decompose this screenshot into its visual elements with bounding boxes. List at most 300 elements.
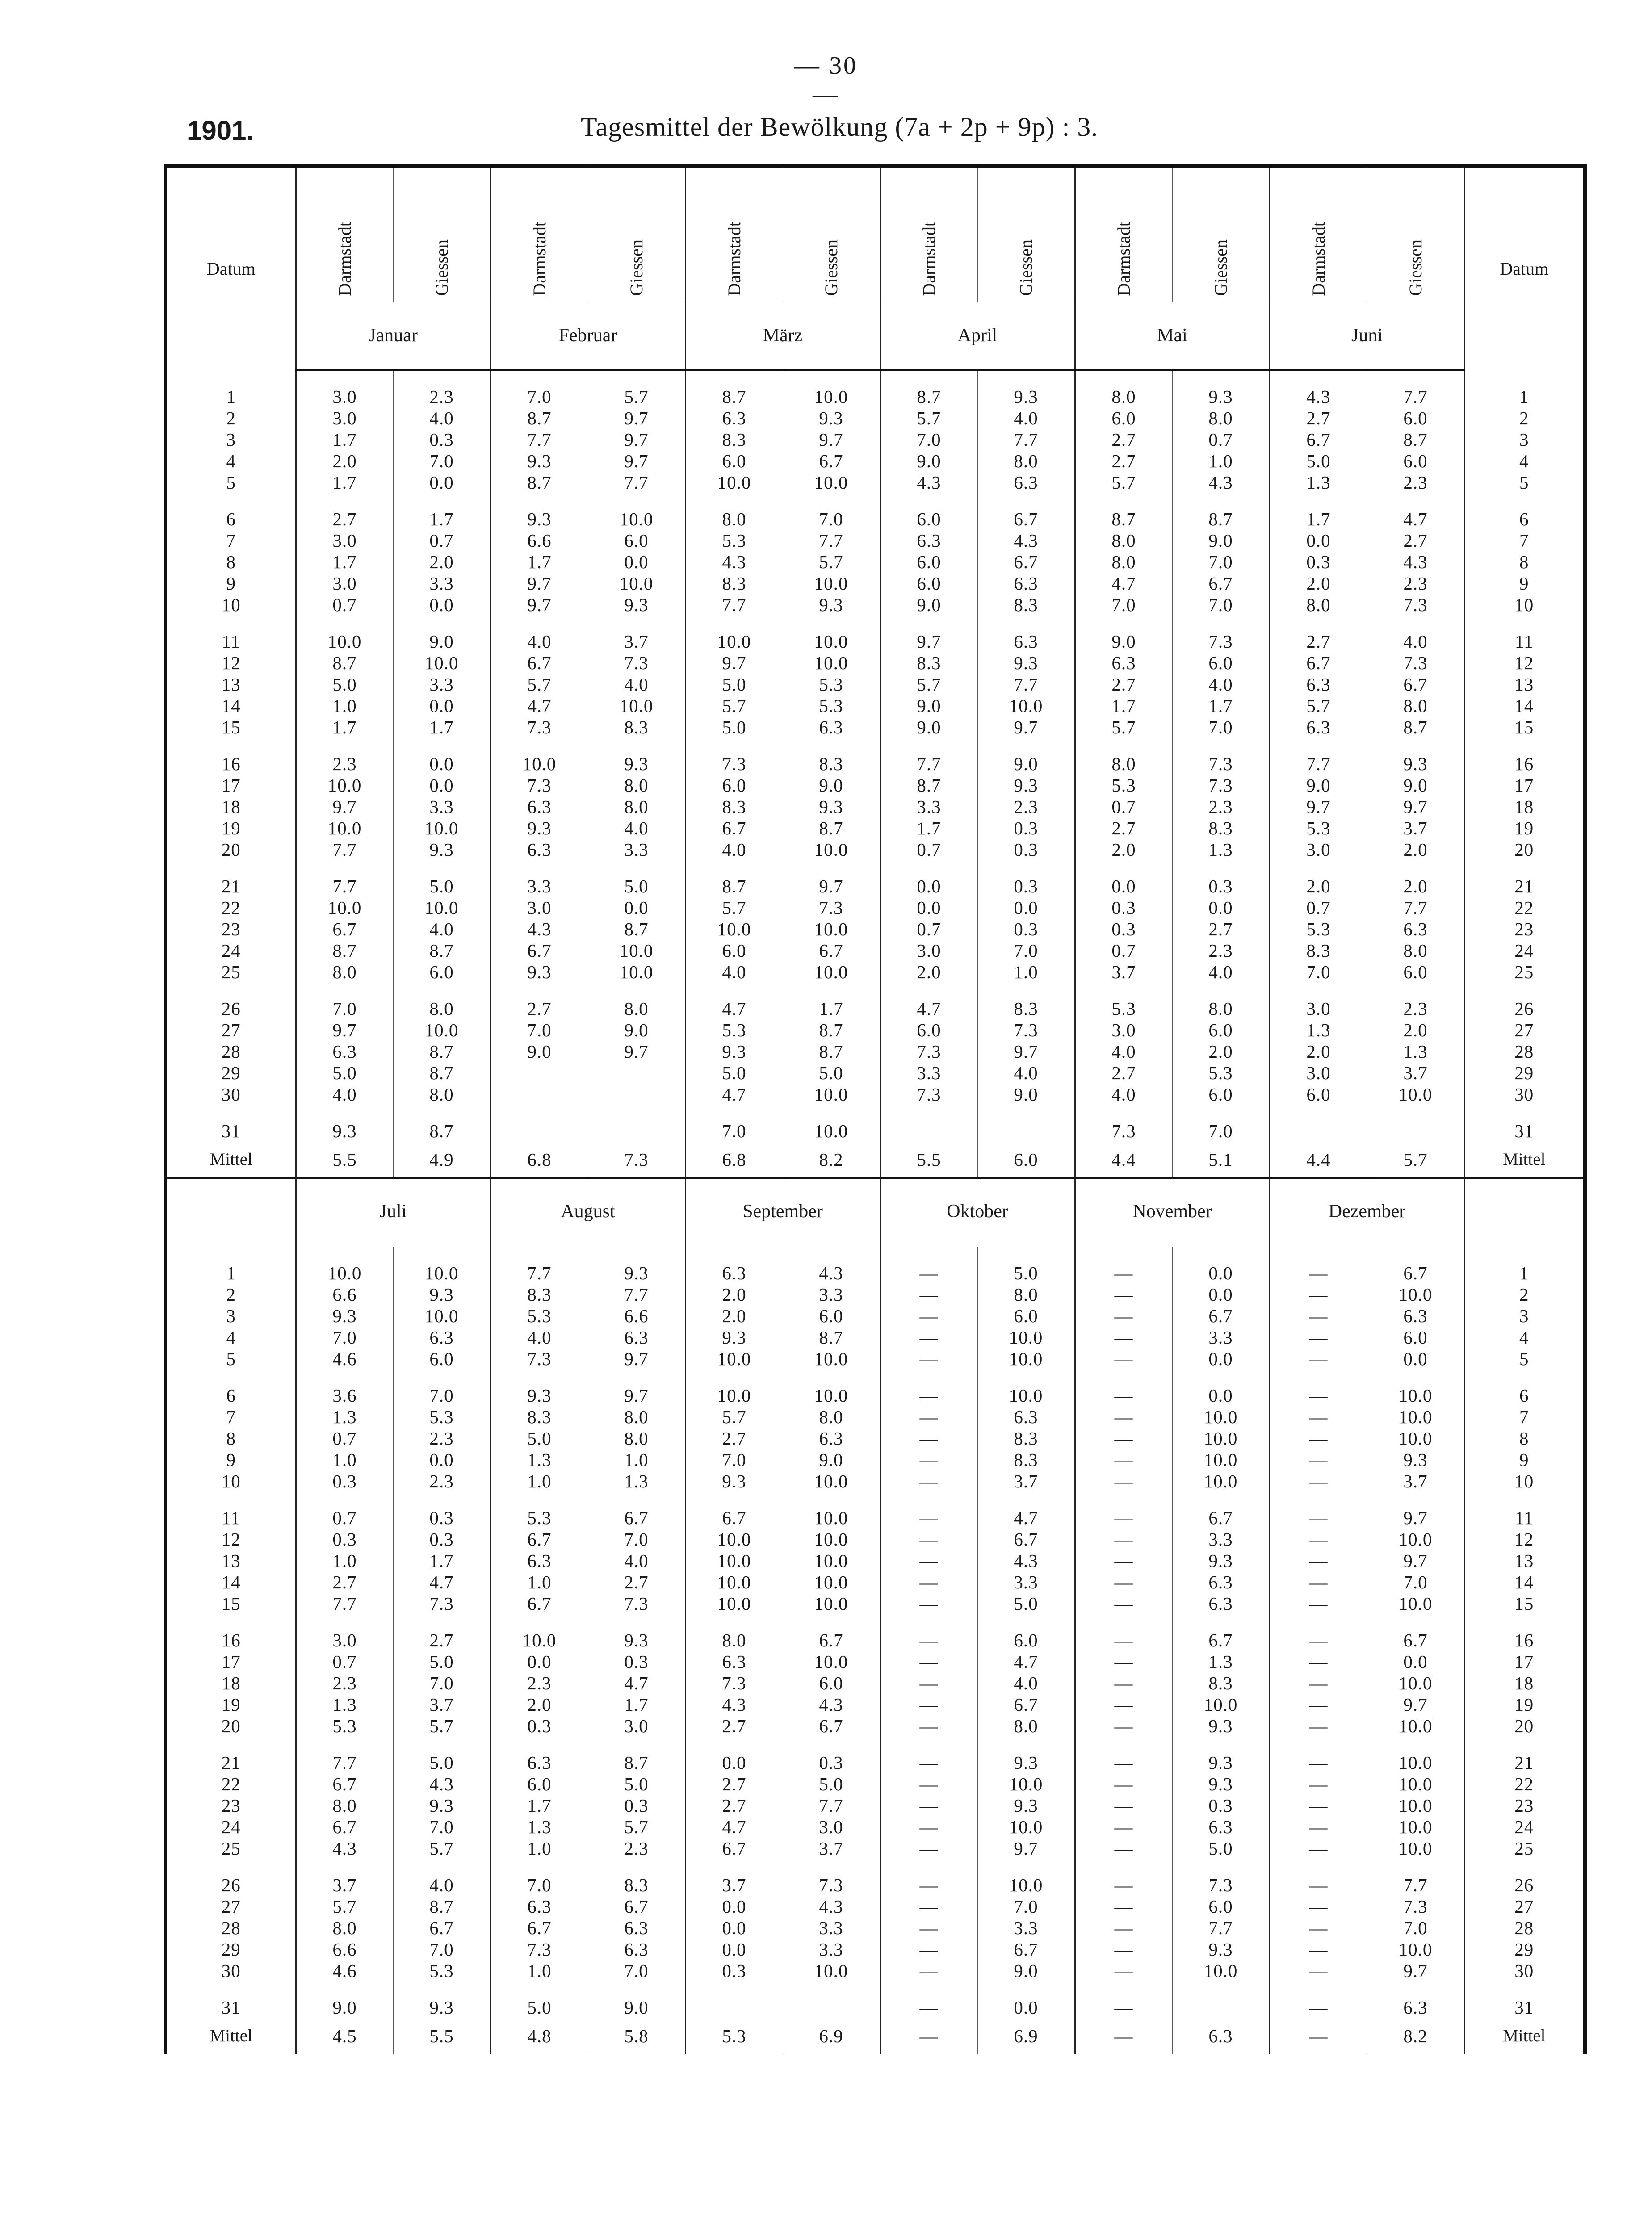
value-cell: 8.7 [783,1327,880,1348]
spacer-cell [588,1614,685,1629]
day-label: 14 [1464,695,1585,716]
spacer-cell [977,370,1075,386]
value-cell: 8.0 [977,1715,1075,1737]
value-cell: 8.7 [588,1752,685,1773]
month-label: Dezember [1270,1176,1464,1247]
value-cell: 6.0 [1367,961,1464,983]
value-cell: 10.0 [1367,1428,1464,1449]
value-cell: 7.3 [685,1672,783,1694]
value-cell: 3.3 [588,839,685,860]
value-cell: 5.7 [685,897,783,918]
value-cell: 5.0 [296,674,393,695]
day-label: 18 [1464,796,1585,817]
spacer-cell [977,1492,1075,1507]
value-cell: 8.0 [1075,551,1172,573]
spacer-cell [1464,1981,1585,1997]
table-row [165,1470,1585,1492]
table-row [165,652,1585,674]
value-cell: — [1270,1773,1367,1795]
value-cell: 5.0 [296,1062,393,1084]
day-label: 2 [226,1284,236,1305]
value-cell: 9.7 [1367,1694,1464,1715]
value-cell: 9.0 [880,695,977,716]
value-cell: 8.7 [880,775,977,796]
day-label: 8 [226,552,236,572]
value-cell: 7.0 [296,1327,393,1348]
value-cell: 5.0 [783,1062,880,1084]
spacer-cell [1075,983,1172,998]
spacer-cell [296,738,393,753]
mittel-cell: — [880,2018,977,2054]
datum-spacer [165,1176,296,1247]
value-cell [1172,1997,1270,2018]
day-label: 4 [1464,450,1585,472]
table-row [165,839,1585,860]
value-cell [588,1084,685,1105]
value-cell: 4.3 [977,1550,1075,1571]
value-cell: 8.0 [1367,695,1464,716]
value-cell: 6.0 [1270,1084,1367,1105]
value-cell: 3.6 [296,1385,393,1406]
spacer-cell [1367,370,1464,386]
value-cell: 10.0 [296,1262,393,1284]
value-cell: 10.0 [783,839,880,860]
value-cell: 0.3 [393,1507,491,1529]
value-cell: 5.3 [1270,817,1367,839]
value-cell: 5.7 [685,1406,783,1428]
value-cell: 1.7 [1075,695,1172,716]
value-cell: 2.7 [1172,918,1270,940]
value-cell: 7.3 [491,1348,588,1370]
day-label: 29 [1464,1062,1585,1084]
value-cell: 10.0 [685,1348,783,1370]
value-cell: 3.3 [977,1571,1075,1593]
spacer-cell [1172,616,1270,631]
value-cell: 4.0 [977,1062,1075,1084]
spacer-cell [783,1981,880,1997]
table-body [165,370,1585,1178]
spacer-cell [880,370,977,386]
spacer-cell [1464,860,1585,875]
value-cell: 8.7 [491,407,588,429]
table-row [165,1550,1585,1571]
spacer-cell [1464,370,1585,386]
value-cell: 10.0 [1367,1084,1464,1105]
value-cell: 5.7 [1075,716,1172,738]
value-cell: — [880,1550,977,1571]
value-cell: — [880,1571,977,1593]
value-cell: 1.7 [393,1550,491,1571]
day-label: 10 [221,595,241,615]
value-cell: 10.0 [1172,1470,1270,1492]
spacer-cell [1075,370,1172,386]
value-cell: 1.3 [491,1816,588,1838]
spacer-cell [880,1981,977,1997]
value-cell: 10.0 [783,573,880,594]
value-cell: 5.3 [1075,775,1172,796]
spacer-cell [977,1981,1075,1997]
value-cell: 3.0 [491,897,588,918]
day-label: 15 [221,1593,241,1614]
value-cell: 8.0 [588,796,685,817]
value-cell: 1.3 [1367,1041,1464,1062]
value-cell: 4.7 [1075,573,1172,594]
value-cell: — [1270,1838,1367,1859]
value-cell: 6.7 [1172,1305,1270,1327]
spacer-cell [165,1981,296,1997]
spacer-cell [1270,1370,1367,1385]
value-cell: 0.3 [588,1651,685,1672]
value-cell: 8.3 [1172,817,1270,839]
table-row [165,429,1585,450]
value-cell: 1.3 [588,1470,685,1492]
value-cell: 9.7 [491,594,588,616]
value-cell: 0.3 [491,1715,588,1737]
value-cell: — [1270,1262,1367,1284]
value-cell: — [1270,1651,1367,1672]
value-cell: — [1075,1651,1172,1672]
spacer-cell [393,1105,491,1120]
value-cell: 10.0 [783,1084,880,1105]
spacer-cell [880,1614,977,1629]
value-cell [685,1997,783,2018]
spacer-cell [1464,1492,1585,1507]
spacer-cell [588,738,685,753]
table-row [165,1651,1585,1672]
value-cell: 1.7 [588,1694,685,1715]
spacer-row [165,370,1585,386]
value-cell: 4.7 [393,1571,491,1593]
value-cell: 9.3 [393,839,491,860]
value-cell: 2.3 [491,1672,588,1694]
value-cell: 8.3 [588,1874,685,1896]
table-row [165,1672,1585,1694]
value-cell: 4.7 [491,695,588,716]
table-row [165,1084,1585,1105]
value-cell: 7.0 [296,998,393,1019]
value-cell: 2.3 [1367,573,1464,594]
value-cell: 8.7 [296,940,393,961]
value-cell: 6.7 [393,1917,491,1939]
value-cell: 3.3 [783,1284,880,1305]
day-label: 30 [1464,1960,1585,1981]
mittel-cell: 4.8 [491,2018,588,2054]
spacer-cell [685,493,783,508]
value-cell: 5.7 [491,674,588,695]
value-cell: 4.3 [1367,551,1464,573]
value-cell: 8.0 [1075,753,1172,775]
value-cell: 7.3 [977,1019,1075,1041]
day-label: 8 [226,1428,236,1449]
day-label: 15 [1464,1593,1585,1614]
value-cell: 5.7 [393,1715,491,1737]
value-cell: 9.3 [685,1041,783,1062]
spacer-cell [1172,1859,1270,1874]
value-cell: 1.3 [296,1406,393,1428]
spacer-cell [165,1247,296,1262]
value-cell: 6.7 [977,1694,1075,1715]
value-cell: 6.7 [1367,1629,1464,1651]
day-label: 27 [1464,1896,1585,1917]
value-cell: 8.0 [977,1284,1075,1305]
value-cell: 9.7 [296,796,393,817]
value-cell: 6.7 [1172,1629,1270,1651]
value-cell: 8.0 [783,1406,880,1428]
spacer-cell [1075,860,1172,875]
spacer-cell [393,1370,491,1385]
value-cell: 5.0 [393,1752,491,1773]
value-cell: — [1270,1917,1367,1939]
table-row [165,1120,1585,1142]
value-cell: 7.0 [491,1019,588,1041]
mittel-cell: 6.8 [491,1142,588,1178]
value-cell: — [1075,1917,1172,1939]
group-gap [165,983,1585,998]
spacer-cell [491,370,588,386]
value-cell: 6.3 [588,1917,685,1939]
value-cell: 6.0 [393,1348,491,1370]
value-cell: 7.0 [1172,716,1270,738]
spacer-cell [1075,1737,1172,1752]
value-cell: 7.0 [783,508,880,530]
mittel-cell: 5.5 [296,1142,393,1178]
day-label: 9 [226,1449,236,1470]
page-number: — 30 — [794,52,858,108]
value-cell: 5.7 [685,695,783,716]
spacer-cell [393,1981,491,1997]
value-cell: 2.0 [1367,839,1464,860]
value-cell: 0.7 [296,1428,393,1449]
value-cell: 8.0 [685,508,783,530]
value-cell: 7.3 [880,1084,977,1105]
value-cell: 0.3 [1270,551,1367,573]
value-cell: 6.3 [783,1428,880,1449]
value-cell: 3.0 [783,1816,880,1838]
mittel-cell: 4.4 [1075,1142,1172,1178]
value-cell: 2.0 [1270,1041,1367,1062]
value-cell: 0.3 [977,817,1075,839]
value-cell: 9.0 [491,1041,588,1062]
station-header [783,166,880,302]
spacer-cell [1367,1614,1464,1629]
value-cell: 5.7 [880,407,977,429]
station-header [393,166,491,302]
value-cell: — [1075,1960,1172,1981]
value-cell: — [880,1470,977,1492]
value-cell: — [1270,1694,1367,1715]
value-cell: 6.7 [296,918,393,940]
value-cell: 0.0 [1172,1284,1270,1305]
value-cell: 6.0 [1172,652,1270,674]
station-label: Darmstadt [724,222,744,296]
day-label: 4 [226,451,236,471]
spacer-cell [1367,1737,1464,1752]
spacer-cell [783,1247,880,1262]
spacer-cell [588,370,685,386]
value-cell: 4.7 [880,998,977,1019]
value-cell: 5.0 [588,875,685,897]
value-cell: 6.0 [685,940,783,961]
spacer-cell [1367,1247,1464,1262]
value-cell: 6.3 [1367,918,1464,940]
table-row [165,1305,1585,1327]
station-label: Giessen [1405,239,1426,296]
mittel-cell: 4.5 [296,2018,393,2054]
spacer-cell [1464,983,1585,998]
value-cell: 7.7 [977,674,1075,695]
spacer-cell [685,1737,783,1752]
value-cell: 7.0 [880,429,977,450]
value-cell: 2.7 [685,1428,783,1449]
value-cell: 9.3 [296,1305,393,1327]
value-cell: 6.3 [880,530,977,551]
group-gap [165,616,1585,631]
value-cell: 10.0 [685,472,783,493]
day-label: 19 [221,1694,241,1715]
spacer-cell [685,1981,783,1997]
value-cell: 8.7 [1367,429,1464,450]
value-cell: 9.3 [296,1120,393,1142]
day-label: 12 [1464,1529,1585,1550]
day-label: 31 [221,1997,241,2018]
value-cell: — [1075,1752,1172,1773]
value-cell: 4.3 [296,1838,393,1859]
value-cell: 3.0 [296,573,393,594]
value-cell: 7.7 [1172,1917,1270,1939]
spacer-cell [1464,1370,1585,1385]
spacer-cell [1270,738,1367,753]
value-cell: 8.0 [685,1629,783,1651]
day-label: 18 [1464,1672,1585,1694]
group-gap [165,738,1585,753]
value-cell: 8.3 [685,573,783,594]
day-label: 1 [1464,386,1585,407]
day-label: 3 [1464,429,1585,450]
spacer-cell [685,616,783,631]
spacer-cell [296,1370,393,1385]
value-cell: 1.7 [491,551,588,573]
value-cell: 6.7 [491,1593,588,1614]
month-label: September [685,1176,880,1247]
value-cell: 0.0 [977,897,1075,918]
value-cell: 10.0 [1367,1529,1464,1550]
value-cell: 4.3 [783,1694,880,1715]
value-cell: 0.0 [1367,1651,1464,1672]
value-cell: 5.3 [491,1305,588,1327]
value-cell: 4.3 [685,551,783,573]
month-label: Februar [491,302,685,370]
value-cell: 0.0 [685,1939,783,1960]
group-gap [165,1614,1585,1629]
value-cell: 9.3 [783,407,880,429]
value-cell: 7.3 [685,753,783,775]
value-cell: 10.0 [1367,1715,1464,1737]
value-cell: 9.7 [783,429,880,450]
value-cell: 7.3 [783,1874,880,1896]
day-label: 29 [221,1939,241,1960]
spacer-cell [393,1247,491,1262]
spacer-cell [685,1370,783,1385]
mittel-cell: 6.3 [1172,2018,1270,2054]
value-cell: 9.0 [880,594,977,616]
value-cell: 6.7 [491,940,588,961]
value-cell: 1.7 [783,998,880,1019]
value-cell: 9.0 [977,753,1075,775]
day-label: 6 [1464,508,1585,530]
spacer-cell [588,1247,685,1262]
value-cell: 8.7 [1367,716,1464,738]
table-row [165,674,1585,695]
value-cell: 1.0 [491,1960,588,1981]
value-cell: 0.7 [296,594,393,616]
table-row [165,940,1585,961]
value-cell: 4.0 [393,407,491,429]
spacer-cell [1172,1370,1270,1385]
value-cell: 7.7 [783,1795,880,1816]
table-row [165,551,1585,573]
value-cell: 2.7 [1075,450,1172,472]
spacer-cell [1075,738,1172,753]
value-cell: 1.3 [491,1449,588,1470]
table-row [165,573,1585,594]
month-label: April [880,302,1075,370]
month-label: November [1075,1176,1270,1247]
value-cell: 2.0 [393,551,491,573]
value-cell: 5.0 [685,1062,783,1084]
value-cell: — [880,1385,977,1406]
value-cell: 6.3 [1367,1305,1464,1327]
value-cell: 3.0 [1270,839,1367,860]
value-cell: 10.0 [783,1470,880,1492]
value-cell: 0.3 [977,839,1075,860]
value-cell: 5.0 [1270,450,1367,472]
spacer-cell [296,1981,393,1997]
spacer-cell [880,1105,977,1120]
value-cell: 6.3 [1270,674,1367,695]
value-cell: 8.7 [588,918,685,940]
spacer-cell [977,1859,1075,1874]
value-cell: — [880,1838,977,1859]
value-cell: 2.7 [1270,631,1367,652]
value-cell [1270,1120,1367,1142]
value-cell: 6.6 [296,1284,393,1305]
month-label: Mai [1075,302,1270,370]
value-cell: 6.3 [296,1041,393,1062]
value-cell: 10.0 [783,1529,880,1550]
value-cell: — [1075,1507,1172,1529]
day-label: 20 [221,839,241,860]
spacer-cell [1270,860,1367,875]
table-row [165,695,1585,716]
value-cell: 5.3 [783,674,880,695]
value-cell: 0.7 [880,839,977,860]
value-cell: 10.0 [783,1651,880,1672]
value-cell: — [1270,1997,1367,2018]
value-cell: 0.3 [1075,897,1172,918]
value-cell: — [1075,1715,1172,1737]
value-cell: 8.7 [685,386,783,407]
value-cell: 0.7 [296,1651,393,1672]
value-cell: 2.7 [1075,817,1172,839]
group-gap [165,1859,1585,1874]
spacer-cell [588,616,685,631]
value-cell: — [1270,1960,1367,1981]
value-cell: — [880,1816,977,1838]
value-cell: 9.3 [1172,1715,1270,1737]
station-label: Giessen [1015,239,1036,296]
station-header [1075,166,1172,302]
value-cell: 5.0 [491,1997,588,2018]
